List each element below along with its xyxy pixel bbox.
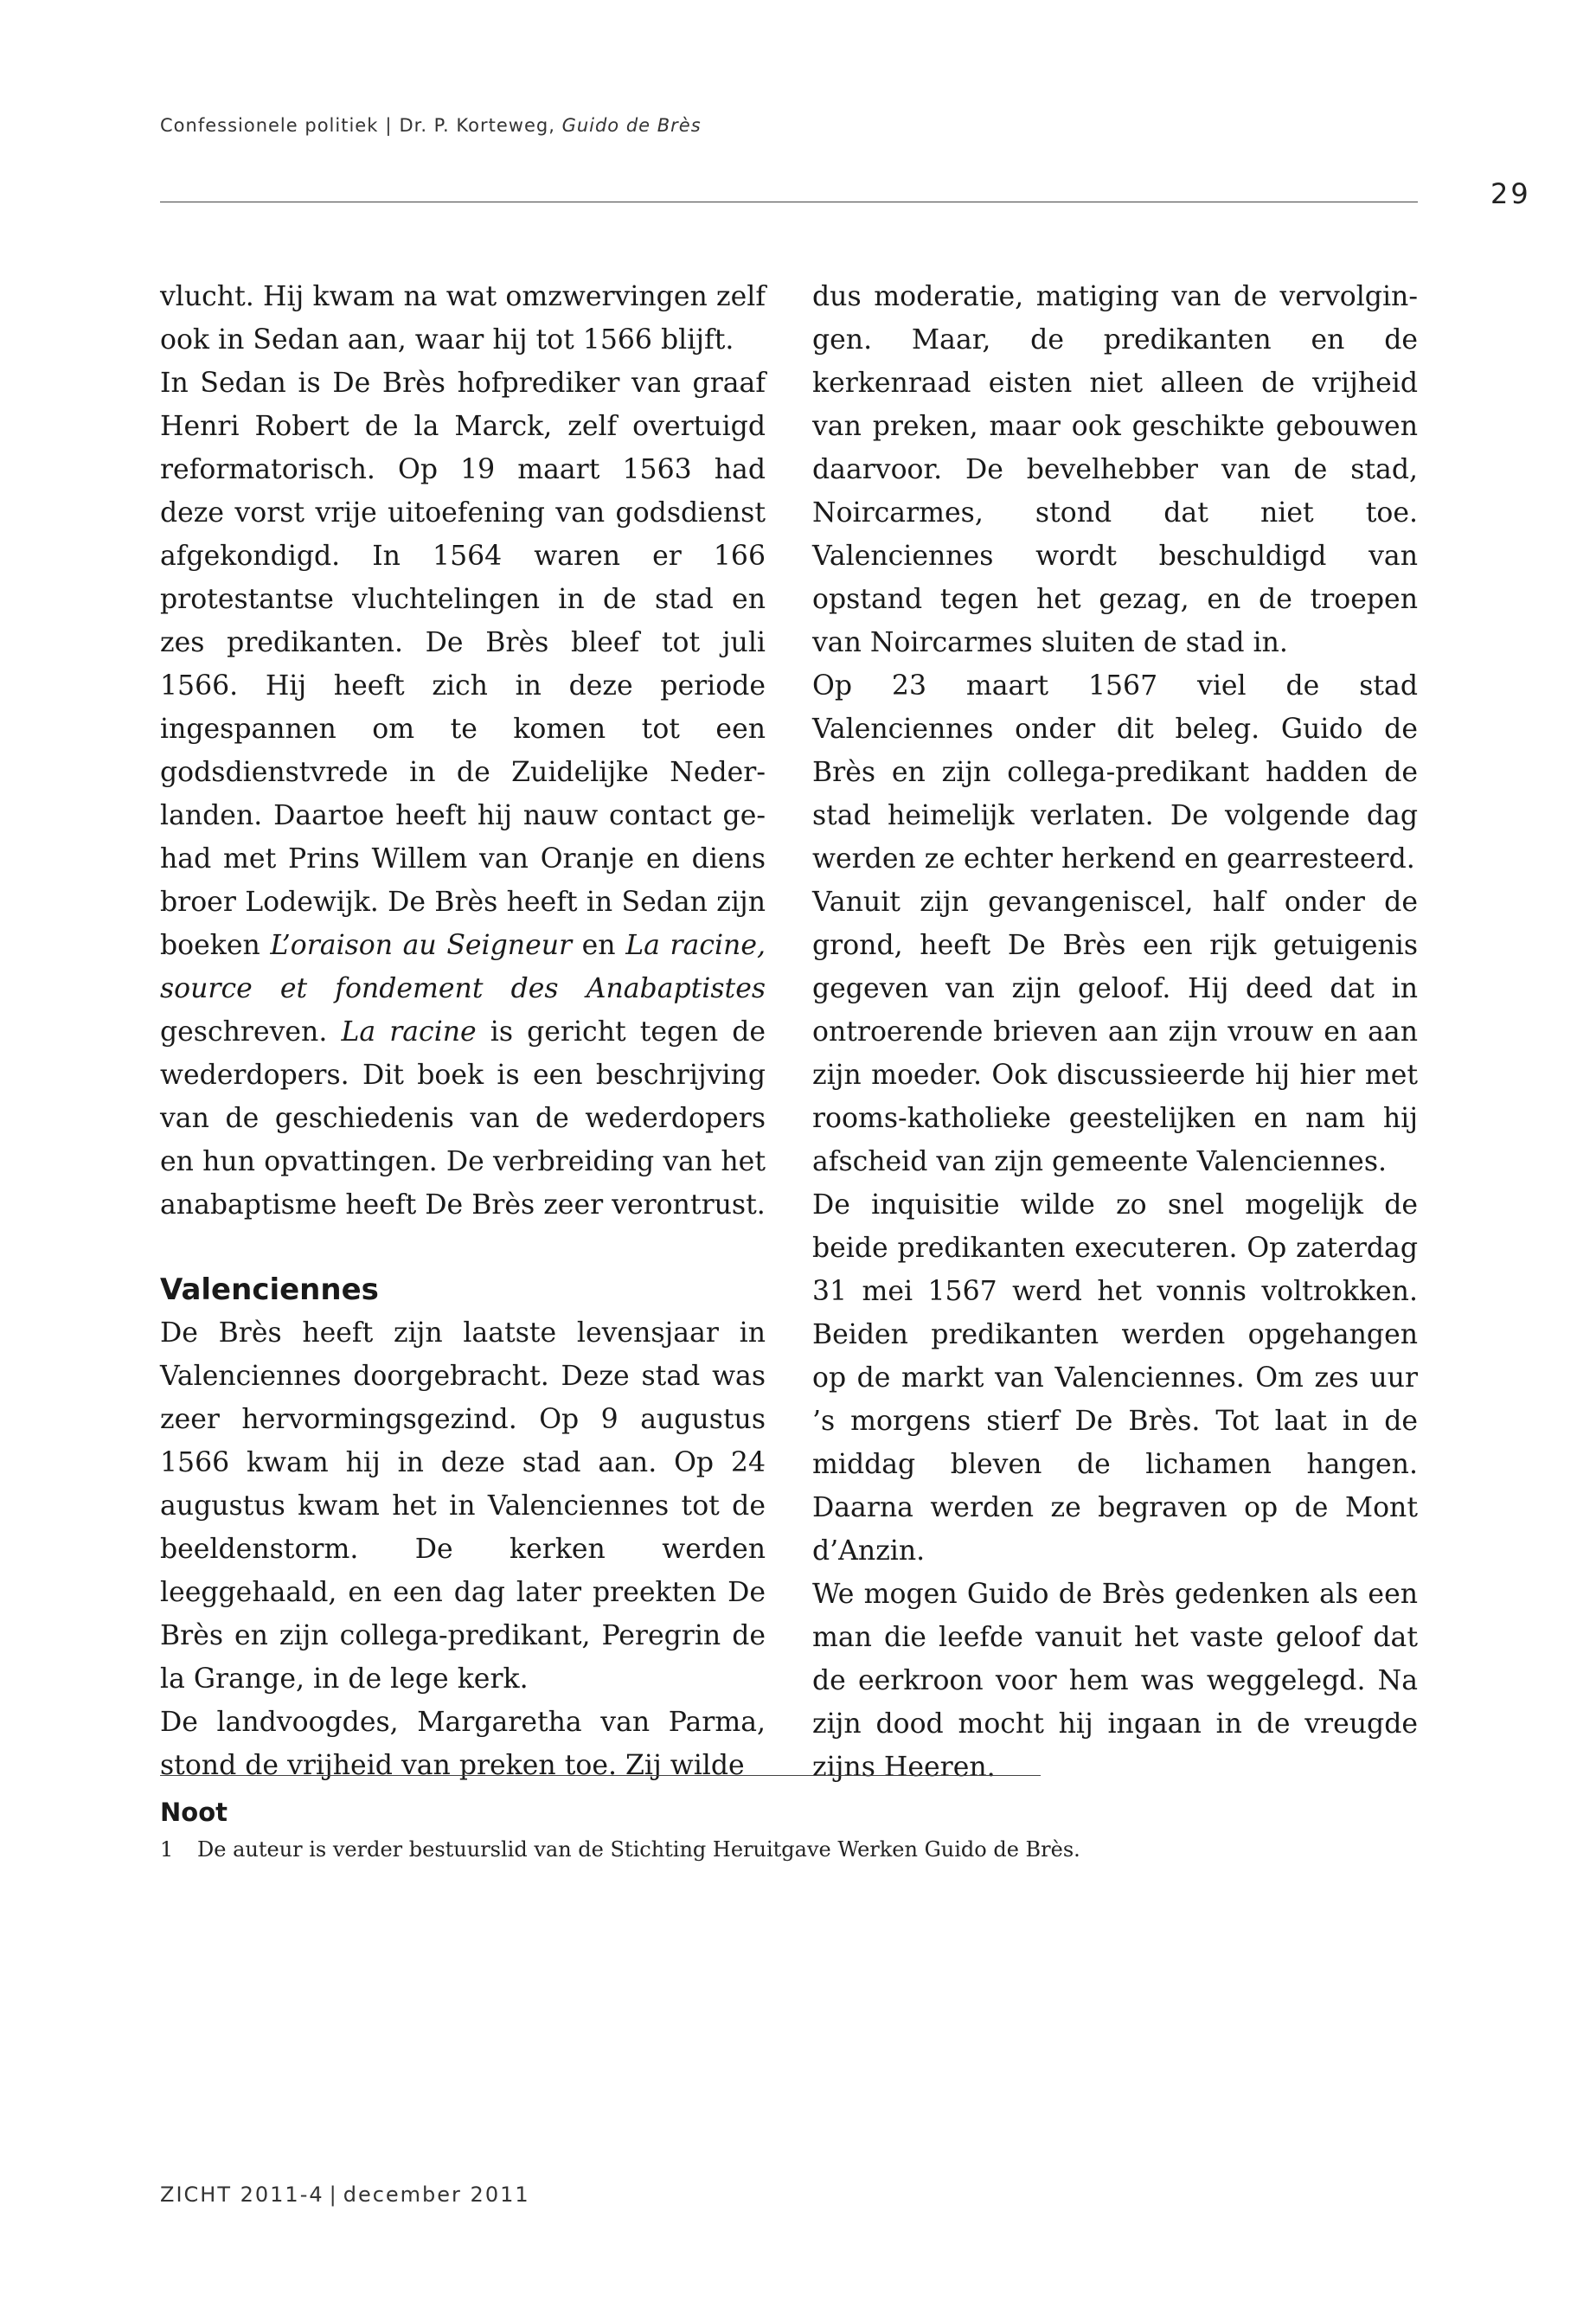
book-title-racine: La racine, source et fondement des Anabaptistes — [160, 930, 766, 1004]
footnote-heading: Noot — [160, 1798, 228, 1827]
right-paragraph-1: dus moderatie, matiging van de vervolgingen. Maar, de predikanten en de kerkenraad eisten niet alleen de vrijheid van preken, maar ook geschikte gebouwen daarvoor. De bevelhebber van de stad, Noircarmes, stond dat niet toe. Valenciennes wordt beschuldigd van opstand tegen het gezag, en de troepen van Noircarmes sluiten de stad in. — [812, 281, 1418, 658]
right-paragraph-3: Vanuit zijn gevangeniscel, half onder de grond, heeft De Brès een rijk getuigenis gegeven van zijn geloof. Hij deed dat in ontroerende brieven aan zijn vrouw en aan zijn moeder. Ook discussieerde hij hier met rooms-katholieke geestelijken en nam hij afscheid van zijn gemeente Valenciennes. — [812, 887, 1418, 1177]
left-column — [160, 275, 766, 1787]
page-number: 29 — [1490, 177, 1531, 210]
footer-date: december 2011 — [343, 2182, 530, 2207]
right-paragraph-2: Op 23 maart 1567 viel de stad Valenciennes onder dit beleg. Guido de Brès en zijn collega-predikant hadden de stad heimelijk verlaten. De volgende dag werden ze echter herkend en gearresteerd. — [812, 670, 1418, 875]
footnote-number: 1 — [160, 1837, 174, 1862]
left-paragraph-4: De landvoogdes, Margaretha van Parma, stond de vrijheid van preken toe. Zij wilde — [160, 1707, 766, 1781]
right-paragraph-4: De inquisitie wilde zo snel mogelijk de beide predikanten executeren. Op zaterdag 31 mei 1567 werd het vonnis voltrokken. Beiden predikanten werden opgehangen op de markt van Valenciennes. Om zes uur ’s morgens stierf De Brès. Tot laat in de middag bleven de lichamen hangen. Daarna werden ze begraven op de Mont d’Anzin. — [812, 1189, 1418, 1567]
section-heading-valenciennes: Valenciennes — [160, 1272, 379, 1307]
left-paragraph-2 — [160, 362, 766, 1227]
conjunction-en: en — [581, 930, 616, 961]
running-footer — [160, 2182, 530, 2207]
running-header — [160, 115, 702, 136]
book-title-oraison: L’oraison au Seigneur — [270, 930, 573, 961]
right-column — [812, 275, 1418, 1789]
footer-journal: ZICHT 2011-4 — [160, 2182, 324, 2207]
footnote-item — [160, 1837, 1080, 1862]
footer-separator: | — [329, 2182, 338, 2207]
header-title: Guido de Brès — [561, 115, 702, 136]
left-paragraph-2-text: In Sedan is De Brès hofprediker van graaf Henri Robert de la Marck, zelf overtuigd reformatorisch. Op 19 maart 1563 had deze vorst vrije uitoefening van godsdienst afgekondigd. In 1564 waren er 166 protestantse vluchtelingen in de stad en zes predikanten. De Brès bleef tot juli 1566. Hij heeft zich in deze periode ingespannen om te komen tot een godsdienstvrede in de Zuidelijke Nederlanden. Daartoe heeft hij nauw contact gehad met Prins Willem van Oranje en diens broer Lodewijk. De Brès heeft in Sedan zijn boeken — [160, 368, 766, 961]
header-section: Confessionele politiek — [160, 115, 379, 136]
book-title-racine-short: La racine — [341, 1016, 477, 1048]
header-separator: | — [385, 115, 393, 136]
left-paragraph-3: De Brès heeft zijn laatste levensjaar in Valenciennes doorgebracht. Deze stad was zeer hervormingsgezind. Op 9 augustus 1566 kwam hij in deze stad aan. Op 24 augustus kwam het in Valenciennes tot de beeldenstorm. De kerken werden leeggehaald, en een dag later preekten De Brès en zijn collega-predikant, Peregrin de la Grange, in de lege kerk. — [160, 1317, 766, 1695]
left-paragraph-1: vlucht. Hij kwam na wat omzwervingen zelf ook in Sedan aan, waar hij tot 1566 blijft. — [160, 281, 766, 356]
footnote-rule — [160, 1775, 1041, 1776]
footnote-text: De auteur is verder bestuurslid van de Stichting Heruitgave Werken Guido de Brès. — [197, 1837, 1080, 1862]
header-author: Dr. P. Korteweg, — [399, 115, 555, 136]
right-paragraph-5: We mogen Guido de Brès gedenken als een man die leefde vanuit het vaste geloof dat de eerkroon voor hem was weggelegd. Na zijn dood mocht hij ingaan in de vreugde zijns Heeren. — [812, 1579, 1418, 1783]
left-paragraph-2-rest: is gericht tegen de wederdopers. Dit boek is een beschrijving van de geschiedenis van de wederdopers en hun opvattingen. De verbreiding van het anabaptisme heeft De Brès zeer verontrust. — [160, 1016, 766, 1221]
word-geschreven: geschreven. — [160, 1016, 328, 1048]
